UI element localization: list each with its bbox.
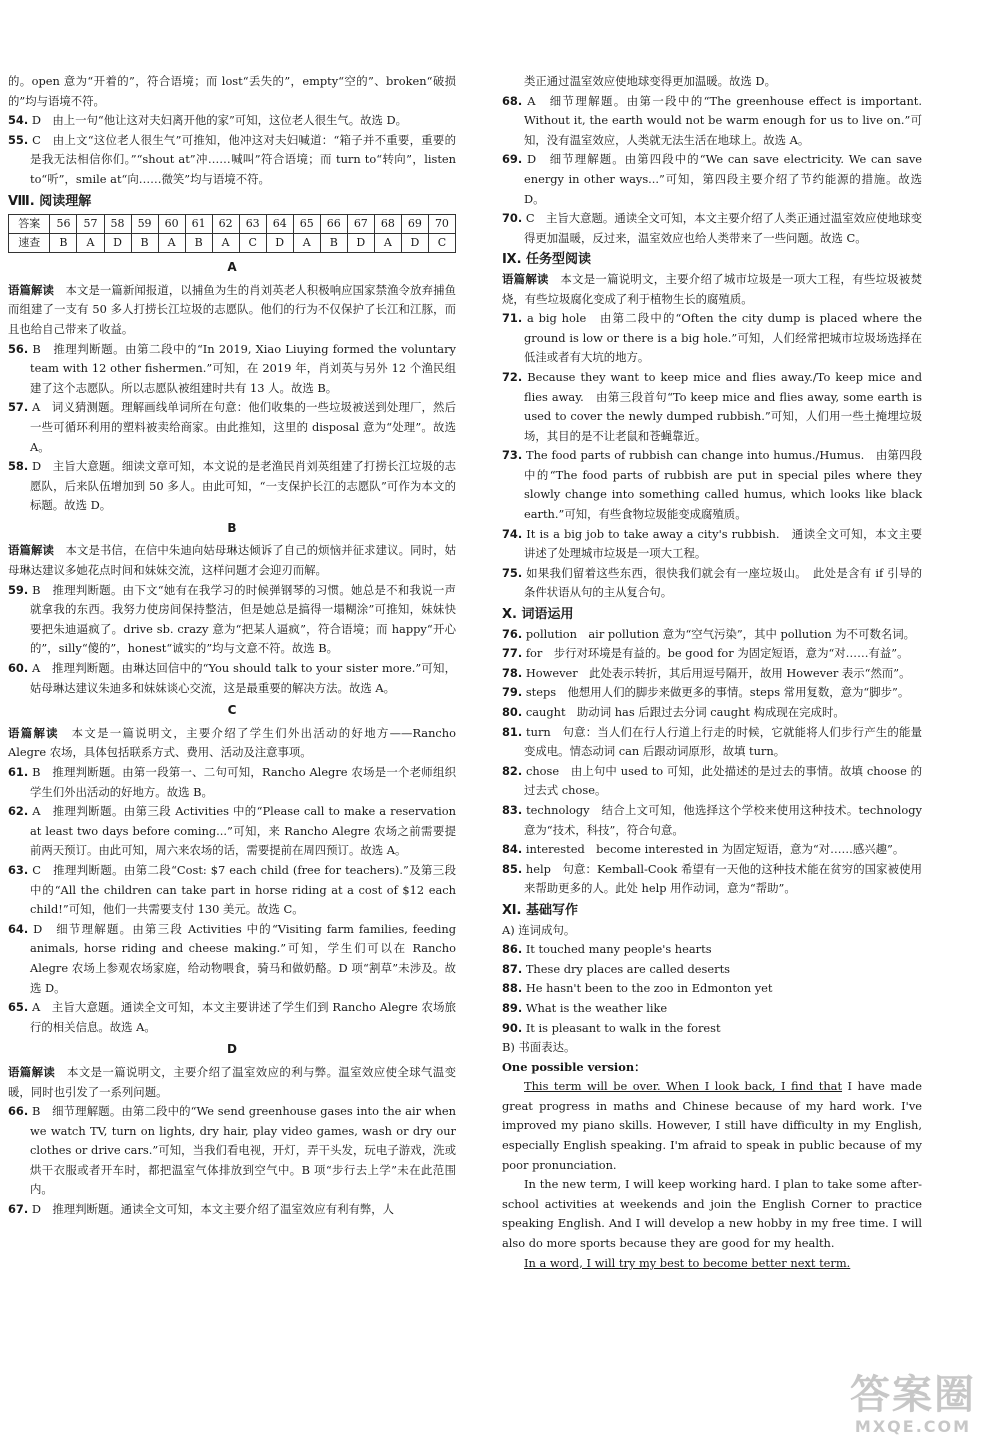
answer-item [502,525,922,564]
answer-item [8,111,456,131]
table-cell: 61 [185,215,212,234]
table-cell: D [347,234,374,253]
answer-item [502,1019,922,1039]
intro-text: 本文是一篇新闻报道，以捕鱼为生的肖刘英老人积极响应国家禁渔令放弃捕鱼而组建了一支有 50 多人打捞长江垃圾的志愿队。他们的行为不仅保护了长江和江豚，而且也给自己带来了收益。 [8,282,456,336]
item-text: 如果我们留着这些东西，很快我们就会有一座垃圾山。 此处是含有 if 引导的条件状语从句的主从复合句。 [524,565,922,600]
table-header: 速查 [9,234,50,253]
table-cell: 70 [428,215,455,234]
intro-label: 语篇解读 [8,543,54,558]
part-label: A) 连词成句。 [502,922,576,937]
table-cell: D [104,234,131,253]
item-text: B 推理判断题。由第二段中的“In 2019, Xiao Liuying formed the voluntary team with 12 other fishermen.”可知，在 2019 年，肖刘英与另外 12 个渔民组建了这个志愿队。所以志愿队被组建时共有 13 人。故选 B。 [30,341,456,395]
answer-table [8,214,456,253]
watermark-logo [838,1373,988,1443]
answer-item [502,564,922,603]
item-text: D 由上一句“他让这对夫妇离开他的家”可知，这位老人很生气。故选 D。 [31,113,408,128]
item-text: D 推理判断题。通读全文可知，本文主要介绍了温室效应有利有弊，人 [31,1202,395,1217]
item-text: D 细节理解题。由第四段中的“We can save electricity. We can save energy in other ways...”可知，第四段主要介绍了节约能源的措施。故选 D。 [524,152,923,206]
essay-paragraph: In the new term, I will keep working hard. I plan to take some after-school activities at weekends and join the English Corner to practice speaking English. And I will develop a new hobby in my free time. I will also do more sports because they are good for my health. [502,1177,922,1251]
table-cell: A [77,234,104,253]
item-number: 72. [502,369,523,384]
item-number: 57. [8,400,29,415]
item-number: 69. [502,152,523,167]
intro-label: 语篇解读 [502,271,549,286]
item-text: The food parts of rubbish can change into humus./Humus. 由第四段中的“The food parts of rubbish are put in special piles where they slowly change into something called humus, which looks like black earth.”可知，有些食物垃圾能变成腐殖质。 [524,448,923,522]
answer-item [8,1102,456,1200]
answer-item [8,1200,456,1220]
item-text: B 细节理解题。由第二段中的“We send greenhouse gases into the air when we watch TV, turn on lights, dry hair, play video games, wash or dry our clothes or drive cars.”可知，当我们看电视，开灯，弄干头发，玩电子游戏，洗或烘干衣服或者开车时，都把温室气体排放到空气中。B 项“步行去上学”未在此范围内。 [30,1104,457,1197]
item-number: 61. [8,765,29,779]
answer-item [8,131,456,190]
table-cell: 65 [293,215,320,234]
answer-item [502,723,922,762]
item-number: 83. [502,802,523,817]
item-text: help 句意：Kemball-Cook 希望有一天他的这种技术能在贫穷的国家被使用来帮助更多的人。此处 help 用作动词，意为“帮助”。 [524,861,922,896]
item-text: interested become interested in 为固定短语，意为“对……感兴趣”。 [525,842,905,857]
item-number: 64. [8,921,29,936]
table-cell: A [158,234,185,253]
intro-label: 语篇解读 [8,1064,56,1079]
item-text: A 主旨大意题。通读全文可知，本文主要讲述了学生们到 Rancho Alegre 农场旅行的相关信息。故选 A。 [30,1000,456,1034]
answer-item [8,763,456,802]
passage-intro [8,281,456,340]
table-cell: 59 [131,215,158,234]
answer-item [8,802,456,861]
item-number: 81. [502,724,523,739]
answer-item [502,644,922,664]
table-cell: C [428,234,455,253]
answer-item [502,960,922,980]
item-number: 67. [8,1202,29,1217]
answer-item [502,940,922,960]
version-label: One possible version： [502,1059,646,1074]
intro-text: 本文是一篇说明文，主要介绍了城市垃圾是一项大工程，有些垃圾被焚烧，有些垃圾腐化变成了利于植物生长的腐殖质。 [502,271,922,306]
item-number: 84. [502,842,523,857]
answer-item [8,920,456,998]
answer-item [8,457,456,516]
section-title: Ⅸ. 任务型阅读 [502,252,592,268]
table-cell: 56 [50,215,77,234]
underlined-sentence: In a word, I will try my best to become better next term. [524,1255,851,1270]
item-text: C 由上文“这位老人很生气”可推知，他冲这对夫妇喊道：“箱子并不重要，重要的是我无法相信你们。”“shout at”冲……喊叫”符合语境；而 turn to“转向”，listen to“听”，smile at“向……微笑”均与语境不符。 [30,132,456,186]
table-cell: 60 [158,215,185,234]
item-text: turn 句意：当人们在行人行道上行走的时候，它就能将人们步行产生的能量变成电。情态动词 can 后跟动词原形，故填 turn。 [524,724,923,759]
item-text: It is a big job to take away a city's rubbish. 通读全文可知，本文主要讲述了处理城市垃圾是一项大工程。 [524,526,922,561]
table-cell: B [50,234,77,253]
answer-item [502,860,922,899]
section-title: Ⅺ. 基础写作 [502,902,579,918]
table-cell: A [374,234,401,253]
item-text: chose 由上句中 used to 可知，此处描述的是过去的事情。故填 choose 的过去式 chose。 [524,763,923,798]
answer-item [8,398,456,457]
answer-item [502,683,922,703]
item-number: 88. [502,981,523,996]
item-number: 74. [502,526,523,541]
table-cell: B [320,234,347,253]
item-text: B 推理判断题。由第一段第一、二句可知，Rancho Alegre 农场是一个老师组织学生们外出活动的好地方。故选 B。 [30,765,456,799]
item-number: 87. [502,961,523,976]
item-text: However 此处表示转折，其后用逗号隔开，故用 However 表示“然而”。 [525,665,911,680]
item-text: What is the weather like [525,1000,668,1015]
item-text: A 推理判断题。由琳达回信中的“You should talk to your sister more.”可知，姑母琳达建议朱迪多和妹妹谈心交流，这是最重要的解决方法。故选 A。 [30,661,456,695]
table-cell: B [185,234,212,253]
table-cell: 69 [401,215,428,234]
item-number: 80. [502,705,523,719]
subsection-label: A [227,260,237,275]
continued-line: 类正通过温室效应使地球变得更加温暖。故选 D。 [524,74,776,88]
item-text: a big hole 由第二段中的“Often the city dump is placed where the ground is low or there is a big hole.”可知，人们经常把城市垃圾场选择在低洼或者有大坑的地方。 [524,311,923,365]
answer-item [502,209,922,248]
table-header: 答案 [9,215,50,234]
intro-text: 本文是一篇说明文，主要介绍了学生们外出活动的好地方——Rancho Alegre 农场，具体包括联系方式、费用、活动及注意事项。 [8,725,456,760]
passage-intro [8,724,456,763]
answer-item [8,998,456,1037]
item-number: 78. [502,665,523,680]
subsection-label: B [227,520,237,535]
essay-paragraph [502,1077,922,1175]
table-cell: D [401,234,428,253]
table-cell: 58 [104,215,131,234]
subsection-label: C [227,703,237,718]
answer-item [502,664,922,684]
underlined-sentence: This term will be over. When I look back, I find that [524,1079,843,1094]
answer-item [502,309,922,368]
answer-item [502,92,922,151]
item-number: 70. [502,211,523,226]
item-text: B 推理判断题。由下文“她有在我学习的时候弹钢琴的习惯。她总是不和我说一声就拿我的东西。我努力使房间保持整洁，但是她总是搞得一塌糊涂”可推知，妹妹快要把朱迪逼疯了。drive sb. crazy 意为“把某人逼疯”，符合语境；而 happy“开心的”，silly“傻的”，honest“诚实的”均与文意不符。故选 B。 [30,582,456,656]
answer-item [502,801,922,840]
section-title: Ⅷ. 阅读理解 [8,193,92,209]
item-text: for 步行对环境是有益的。be good for 为固定短语，意为“对……有益”。 [525,646,909,661]
answer-item [502,840,922,860]
answer-item [502,446,922,524]
item-number: 82. [502,763,523,778]
item-number: 56. [8,341,29,356]
table-cell: 63 [239,215,266,234]
item-number: 65. [8,1000,29,1015]
item-text: A 推理判断题。由第三段 Activities 中的“Please call to make a reservation at least two days before coming...”可知，来 Rancho Alegre 农场之前需要提前两天预订。由此可知，周六来农场的话，需要提前在周四预订。故选 A。 [30,804,457,858]
answer-item [8,340,456,399]
essay-paragraph [502,1254,922,1274]
item-number: 90. [502,1020,523,1035]
passage-intro [8,541,456,580]
item-text: Because they want to keep mice and flies away./To keep mice and flies away. 由第三段首句“To keep mice and flies away, some earth is used to cover the newly dumped rubbish.”可知，人们用一些土掩埋垃圾场，其目的是不让老鼠和苍蝇靠近。 [524,369,923,443]
item-text: D 细节理解题。由第三段 Activities 中的“Visiting farm families, feeding animals, horse riding and cheese making.”可知，学生们可以在 Rancho Alegre 农场上参观农场家庭，给动物喂食，骑马和做奶酪。D 项“割草”未涉及。故选 D。 [30,921,457,995]
table-cell: B [131,234,158,253]
answer-item [502,979,922,999]
item-text: C 主旨大意题。通读全文可知，本文主要介绍了人类正通过温室效应使地球变得更加温暖，反过来，温室效应也给人类带来了一些问题。故选 C。 [524,211,923,245]
answer-table-answers-row [9,234,456,253]
watermark-text: 答案圈 [850,1372,976,1418]
table-cell: A [212,234,239,253]
answer-item [502,368,922,446]
answer-item [8,659,456,698]
answer-item [502,999,922,1019]
part-label: B) 书面表达。 [502,1040,576,1055]
paragraph-text: I have made great progress in maths and Chinese because of my hard work. I've improved my piano skills. However, I still have difficulty in my English, especially English speaking. I'm afraid to speak in public because of my poor pronunciation. [502,1079,922,1172]
item-number: 76. [502,626,523,641]
intro-label: 语篇解读 [8,725,59,740]
section-title: Ⅹ. 词语运用 [502,607,574,623]
subsection-label: D [227,1042,237,1057]
item-number: 62. [8,804,29,819]
item-number: 55. [8,132,29,147]
table-cell: C [239,234,266,253]
item-number: 89. [502,1000,523,1015]
item-text: A 词义猜测题。理解画线单词所在句意：他们收集的一些垃圾被送到处理厂，然后一些可循环利用的塑料被卖给商家。由此推知，这里的 disposal 意为“处理”。故选 A。 [30,400,456,454]
item-number: 75. [502,565,523,580]
table-cell: 67 [347,215,374,234]
item-text: A 细节理解题。由第一段中的“The greenhouse effect is important. Without it, the earth would not be warm enough for us to live on.”可知，没有温室效应，人类就无法生活在地球上。故选 A。 [524,93,922,147]
intro-label: 语篇解读 [8,282,54,297]
item-number: 79. [502,685,523,700]
intro-text: 本文是书信，在信中朱迪向姑母琳达倾诉了自己的烦恼并征求建议。同时，姑母琳达建议多她花点时间和妹妹交流，这样问题才会迎刃而解。 [8,543,456,578]
item-text: steps 他想用人们的脚步来做更多的事情。steps 常用复数，意为“脚步”。 [525,685,910,700]
left-column [8,72,456,1220]
item-text: It touched many people's hearts [525,942,712,957]
continued-line: 的。open 意为“开着的”，符合语境；而 lost“丢失的”，empty“空的”、broken“破损的”均与语境不符。 [8,74,456,108]
table-cell: 66 [320,215,347,234]
item-number: 86. [502,942,523,957]
table-cell: 57 [77,215,104,234]
item-number: 60. [8,661,29,676]
item-text: C 推理判断题。由第二段“Cost: $7 each child (free for teachers).”及第三段中的“All the children can take part in horse riding at a cost of $12 each child!”可知，他们一共需要支付 130 美元。故选 C。 [30,862,456,917]
item-text: These dry places are called deserts [525,961,730,976]
table-cell: 68 [374,215,401,234]
intro-text: 本文是一篇说明文，主要介绍了温室效应的利与弊。温室效应使全球气温变暖，同时也引发了一系列问题。 [8,1064,456,1099]
passage-intro [8,1063,456,1102]
table-cell: 64 [266,215,293,234]
item-text: He hasn't been to the zoo in Edmonton yet [525,981,773,996]
item-text: It is pleasant to walk in the forest [525,1020,721,1035]
watermark-url: MXQE.COM [854,1417,972,1436]
item-text: pollution air pollution 意为“空气污染”，其中 pollution 为不可数名词。 [525,626,916,641]
item-number: 85. [502,861,523,876]
answer-item [8,861,456,920]
answer-table-numbers-row [9,215,456,234]
table-cell: A [293,234,320,253]
answer-item [502,762,922,801]
item-number: 58. [8,459,29,474]
item-number: 73. [502,448,523,463]
item-number: 77. [502,646,523,661]
item-number: 63. [8,862,29,877]
item-number: 66. [8,1104,29,1119]
right-column [502,72,922,1273]
item-text: caught 助动词 has 后跟过去分词 caught 构成现在完成时。 [525,705,845,719]
answer-item [8,581,456,659]
item-number: 68. [502,93,523,108]
item-number: 54. [8,113,29,128]
table-cell: D [266,234,293,253]
passage-intro [502,270,922,309]
answer-item [502,703,922,723]
item-number: 71. [502,311,523,326]
answer-item [502,150,922,209]
table-cell: 62 [212,215,239,234]
item-text: D 主旨大意题。细读文章可知，本文说的是老渔民肖刘英组建了打捞长江垃圾的志愿队，后来队伍增加到 50 多人。由此可知，“一支保护长江的志愿队”可作为本文的标题。故选 D。 [30,459,456,513]
answer-item [502,625,922,645]
item-number: 59. [8,582,29,597]
item-text: technology 结合上文可知，他选择这个学校来使用这种技术。technology 意为“技术，科技”，符合句意。 [524,802,922,837]
